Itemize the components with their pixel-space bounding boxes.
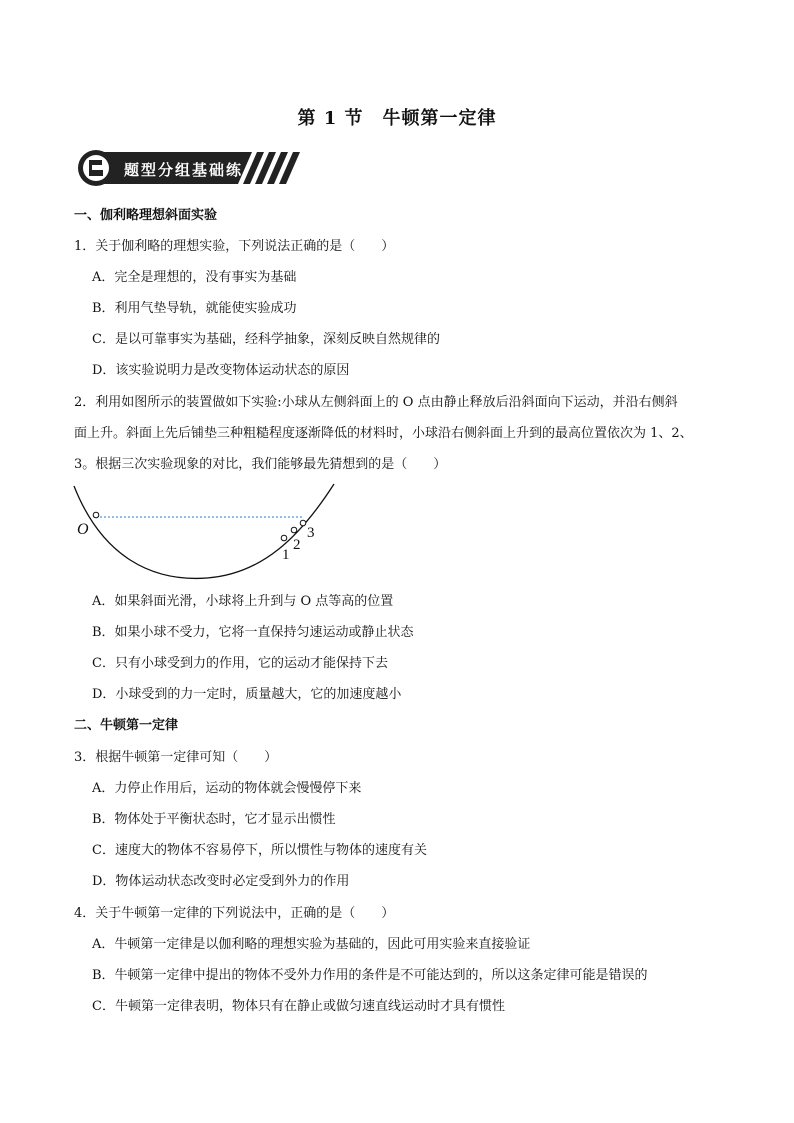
option-c: C．是以可靠事实为基础，经科学抽象，深刻反映自然规律的 bbox=[92, 332, 440, 347]
option-a: A．完全是理想的，没有事实为基础 bbox=[92, 270, 297, 285]
option-d: D．物体运动状态改变时必定受到外力的作用 bbox=[92, 874, 350, 889]
question-stem-continued: 面上升。斜面上先后铺垫三种粗糙程度逐渐降低的材料时，小球沿右侧斜面上升到的最高位置依次为 1、2、 bbox=[74, 426, 693, 441]
option-d: D．该实验说明力是改变物体运动状态的原因 bbox=[92, 363, 350, 378]
question-stem: 4．关于牛顿第一定律的下列说法中，正确的是（ ） bbox=[74, 906, 395, 921]
option-b: B．牛顿第一定律中提出的物体不受外力作用的条件是不可能达到的，所以这条定律可能是错误的 bbox=[92, 968, 648, 983]
point-o-label: O bbox=[77, 521, 89, 538]
option-c: C．速度大的物体不容易停下，所以惯性与物体的速度有关 bbox=[92, 843, 427, 858]
ball-1 bbox=[281, 535, 287, 541]
option-b: B．物体处于平衡状态时，它才显示出惯性 bbox=[92, 812, 336, 827]
option-c: C．只有小球受到力的作用，它的运动才能保持下去 bbox=[92, 656, 388, 671]
option-d: D．小球受到的力一定时，质量越大，它的加速度越小 bbox=[92, 687, 402, 702]
ball-label-3: 3 bbox=[307, 525, 315, 541]
banner-label: 题型分组基础练 bbox=[124, 161, 244, 179]
ball-3 bbox=[300, 520, 306, 526]
option-a: A．如果斜面光滑，小球将上升到与 O 点等高的位置 bbox=[92, 594, 394, 609]
option-a: A．牛顿第一定律是以伽利略的理想实验为基础的，因此可用实验来直接验证 bbox=[92, 937, 531, 952]
ball-2 bbox=[291, 527, 297, 533]
option-a: A．力停止作用后，运动的物体就会慢慢停下来 bbox=[92, 781, 362, 796]
question-stem-continued: 3。根据三次实验现象的对比，我们能够最先猜想到的是（ ） bbox=[74, 457, 447, 472]
question-stem: 2．利用如图所示的装置做如下实验:小球从左侧斜面上的 O 点由静止释放后沿斜面向下运动，并沿右侧斜 bbox=[74, 395, 678, 410]
question-stem: 3．根据牛顿第一定律可知（ ） bbox=[74, 750, 278, 765]
section-heading: 二、牛顿第一定律 bbox=[74, 718, 179, 733]
question-stem: 1．关于伽利略的理想实验，下列说法正确的是（ ） bbox=[74, 239, 395, 254]
option-c: C．牛顿第一定律表明，物体只有在静止或做匀速直线运动时才具有惯性 bbox=[92, 999, 505, 1014]
incline-figure bbox=[72, 482, 342, 582]
ball-label-2: 2 bbox=[293, 537, 301, 553]
ball-o bbox=[93, 512, 99, 518]
option-b: B．利用气垫导轨，就能使实验成功 bbox=[92, 301, 297, 316]
section-heading: 一、伽利略理想斜面实验 bbox=[74, 208, 218, 223]
page-title: 第 1 节 牛顿第一定律 bbox=[297, 108, 497, 129]
ball-label-1: 1 bbox=[282, 547, 290, 563]
option-b: B．如果小球不受力，它将一直保持匀速运动或静止状态 bbox=[92, 625, 414, 640]
